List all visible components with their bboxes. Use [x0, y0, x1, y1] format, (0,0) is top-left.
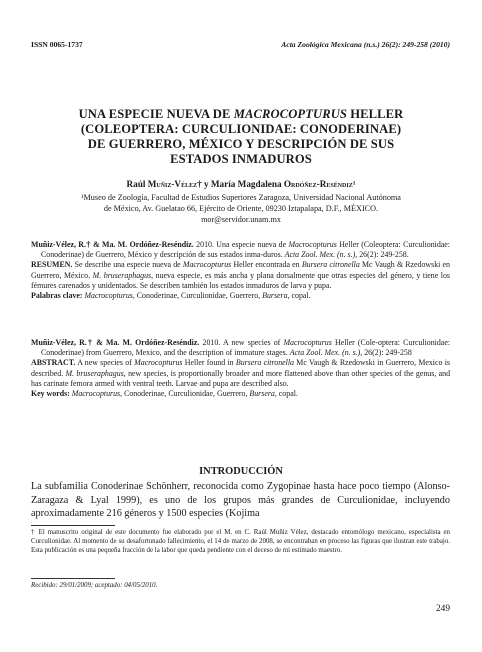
- affiliation: ¹Museo de Zoología, Facultad de Estudios Superiores Zaragoza, Universidad Nacional Autónoma de México, Av. Guelatao 66, Ejército de Oriente, 09230 Iztapalapa, D.F., MÉXICO. mor@servidor.unam.mx: [60, 193, 422, 225]
- running-head: [31, 40, 450, 49]
- title-line-3: DE GUERRERO, MÉXICO Y DESCRIPCIÓN DE SUS: [87, 137, 395, 151]
- article-title: [50, 107, 432, 167]
- author-2-surname: Ordóñez-Reséndiz: [283, 179, 353, 189]
- author-1-surname: Muñiz-Vélez: [147, 179, 198, 189]
- footnote-divider: [31, 525, 115, 526]
- introduction-text: La subfamilia Conoderinae Schönherr, reconocida como Zygopinae hasta hace poco tiempo (Alonso-Zaragaza & Lyal 1999), es uno de los grupos más grandes de Curculionidae, incluyendo aproximadamente 216 géneros y 1500 especies (Kojima: [31, 481, 450, 520]
- citation-en: Muñiz-Vélez, R.† & Ma. M. Ordóñez-Reséndiz. 2010. A new species of Macrocopturus Heller (Cole-optera: Curculionidae: Conoderinae) from Guerrero, Mexico, and the description of immature stages. Acta Zool. Mex. (n. s.), 26(2): 249-258: [31, 338, 451, 358]
- citation-es: Muñiz-Vélez, R.† & Ma. M. Ordóñez-Reséndiz. 2010. Una especie nueva de Macrocopturus Heller (Coleoptera: Curculionidae: Conoderinae) de Guerrero, México y descripción de sus estados inma-duros. Acta Zool. Mex. (n. s.), 26(2): 249-258.: [31, 240, 450, 260]
- title-line-1: UNA ESPECIE NUEVA DE MACROCOPTURUS HELLER: [78, 107, 404, 121]
- title-genus: MACROCOPTURUS: [233, 107, 348, 121]
- spanish-summary-block: [31, 240, 450, 301]
- abstract: ABSTRACT. A new species of Macrocopturus Heller found in Bursera citronella Mc Vaugh & Rzedowski in Guerrero, Mexico is described. M. bruseraphagus, new species, is proportionally broader and more flattened above than other species of the genus, and has carinate femora armed with ventral teeth. Larvae and pupa are described also.: [31, 358, 451, 388]
- title-line-2: (COLEOPTERA: CURCULIONIDAE: CONODERINAE): [80, 122, 402, 136]
- title-line-4: ESTADOS INMADUROS: [170, 152, 312, 166]
- author-email: mor@servidor.unam.mx: [201, 214, 281, 224]
- received-dates: Recibido: 29/01/2009; aceptado: 04/05/2010.: [31, 582, 158, 589]
- page-number: 249: [435, 604, 450, 614]
- key-words: Key words: Macrocopturus, Conoderinae, Curculionidae, Guerrero, Bursera, copal.: [31, 389, 298, 399]
- authors: Raúl Muñiz-Vélez† y María Magdalena Ordóñez-Reséndiz¹: [126, 179, 356, 189]
- issn: ISSN 0065-1737: [31, 40, 83, 49]
- english-summary-block: [31, 338, 450, 399]
- resumen: RESUMEN. Se describe una especie nueva de Macrocopturus Heller encontrada en Bursera citronella Mc Vaugh & Rzedowski en Guerrero, México. M. bruseraphagus, nueva especie, es más ancha y plana dorsalmente que otras especies del género, y tiene los fémures carenados y unidentados. Se describen también los estados inmaduros de larva y pupa.: [31, 260, 450, 290]
- section-heading-introduccion: INTRODUCCIÓN: [199, 466, 283, 477]
- journal-citation: Acta Zoológica Mexicana (n.s.) 26(2): 249-258 (2010): [281, 40, 450, 49]
- palabras-clave: Palabras clave: Macrocopturus, Conoderinae, Curculionidae, Guerrero, Bursera, copal.: [31, 291, 311, 301]
- footnote: † El manuscrito original de este documento fue elaborado por el M. en C. Raúl Muñiz Vélez, destacado entomólogo mexicano, especialista en Curculionidae. Al momento de su desafortunado fallecimiento, el 14 de marzo de 2008, se encontraban en proceso las figuras que ilustran este trabajo. Esta publicación es una pequeña fracción de la labor que queda pendiente con el deceso de mi estimado maestro.: [31, 529, 450, 555]
- received-divider: [31, 578, 115, 579]
